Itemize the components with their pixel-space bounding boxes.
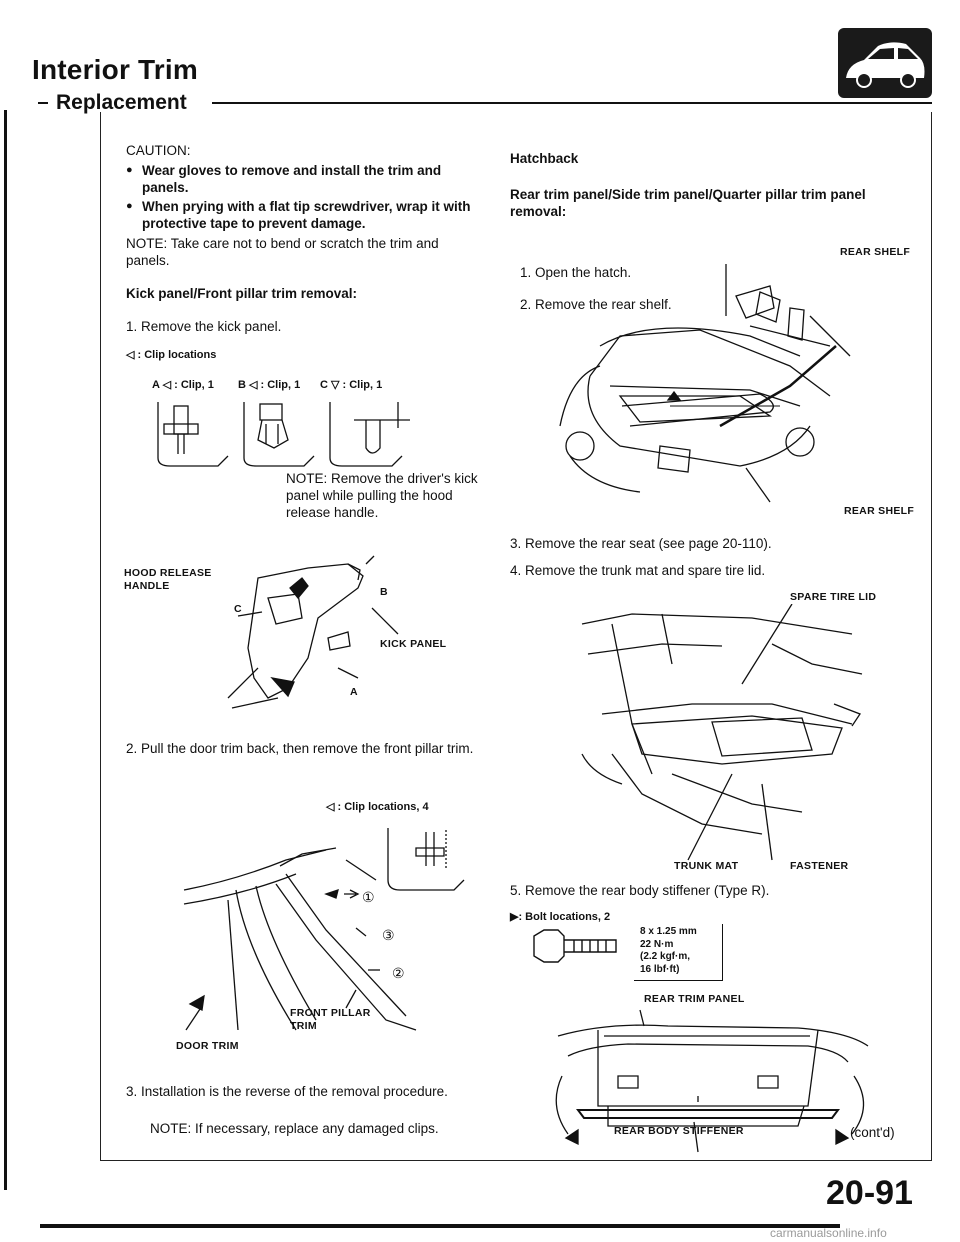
- step-2-pillar: 2. Pull the door trim back, then remove the front pillar trim.: [126, 741, 474, 756]
- fig-label-a: A: [350, 686, 358, 698]
- clip-legend: ◁ : Clip locations: [126, 349, 217, 361]
- footer-watermark: carmanualsonline.info: [770, 1226, 887, 1240]
- fig-door-trim-label: DOOR TRIM: [176, 1040, 239, 1052]
- fig-rear-shelf-bottom-label: REAR SHELF: [844, 505, 915, 517]
- fig-label-c: C: [234, 603, 242, 615]
- bolt-spec-torque-nm: 22 N·m: [640, 938, 674, 950]
- caution-list: [126, 162, 478, 232]
- step-3-install: 3. Installation is the reverse of the removal procedure.: [126, 1084, 448, 1099]
- step-4-trunk-mat: 4. Remove the trunk mat and spare tire lid.: [510, 563, 766, 578]
- hatchback-heading: Hatchback: [510, 151, 579, 166]
- fig-rear-trim-panel-label: REAR TRIM PANEL: [644, 993, 745, 1005]
- footer-rule: [40, 1224, 840, 1228]
- step-1-kick: 1. Remove the kick panel.: [126, 319, 282, 334]
- bolt-legend: ▶: Bolt locations, 2: [510, 911, 611, 923]
- car-icon: [838, 28, 932, 103]
- section-subtitle: Replacement: [56, 91, 187, 114]
- rear-trim-heading: Rear trim panel/Side trim panel/Quarter pillar trim panel removal:: [510, 187, 866, 219]
- clip-c-label: C ▽ : Clip, 1: [320, 379, 383, 391]
- fig-rear-body-stiffener-label: REAR BODY STIFFENER: [614, 1125, 744, 1137]
- clip-b-label: B ◁ : Clip, 1: [238, 379, 301, 391]
- hatchback-figure: [550, 256, 910, 506]
- bolt-spec-torque-lbf: 16 lbf·ft): [640, 963, 680, 975]
- fig-fastener-label: FASTENER: [790, 860, 849, 872]
- note-replace-clips: NOTE: If necessary, replace any damaged clips.: [150, 1121, 439, 1136]
- header-rule-left: [38, 102, 48, 104]
- fig-kick-panel-label: KICK PANEL: [380, 638, 447, 650]
- bolt-icon: [528, 926, 624, 966]
- bolt-spec: [640, 926, 697, 976]
- step-1-open-hatch: 1. Open the hatch.: [520, 265, 632, 280]
- clip-a-label: A ◁ : Clip, 1: [152, 379, 214, 391]
- caution-item: ● When prying with a flat tip screwdriver, wrap it with protective tape to prevent damage.: [126, 198, 478, 232]
- fig-rear-shelf-top-label: REAR SHELF: [840, 246, 911, 258]
- note-bend: NOTE: Take care not to bend or scratch the trim and panels.: [126, 236, 439, 268]
- header-rule-right: [212, 102, 932, 104]
- fig-spare-tire-label: SPARE TIRE LID: [790, 591, 877, 603]
- trunk-figure: [572, 604, 872, 864]
- svg-text:③: ③: [382, 927, 395, 943]
- step-3-rear-seat: 3. Remove the rear seat (see page 20-110).: [510, 536, 772, 551]
- front-pillar-figure: [176, 820, 476, 1050]
- clip-legend-4: ◁ : Clip locations, 4: [326, 801, 429, 813]
- kick-panel-figure: [198, 548, 438, 718]
- step-2-rear-shelf: 2. Remove the rear shelf.: [520, 297, 672, 312]
- continued-label: (cont'd): [850, 1125, 895, 1140]
- caution-block: [126, 142, 478, 234]
- fig-front-pillar-label: FRONT PILLAR TRIM: [290, 1007, 371, 1032]
- svg-text:②: ②: [392, 965, 405, 981]
- fig-trunk-mat-label: TRUNK MAT: [674, 860, 739, 872]
- svg-text:①: ①: [362, 889, 375, 905]
- bolt-spec-size: 8 x 1.25 mm: [640, 926, 697, 937]
- left-binding-mark: [4, 110, 7, 1190]
- note-drivers-kick: NOTE: Remove the driver's kick panel while pulling the hood release handle.: [286, 471, 478, 520]
- page-title: Interior Trim: [32, 54, 198, 85]
- page-number: 20-91: [826, 1174, 913, 1212]
- kick-heading: Kick panel/Front pillar trim removal:: [126, 286, 358, 301]
- caution-label: CAUTION:: [126, 143, 191, 158]
- clip-illustrations: [148, 398, 468, 470]
- bolt-spec-torque-kgf: (2.2 kgf·m,: [640, 951, 691, 962]
- fig-label-b: B: [380, 586, 388, 598]
- step-5-stiffener: 5. Remove the rear body stiffener (Type R).: [510, 883, 770, 898]
- caution-item: ● Wear gloves to remove and install the trim and panels.: [126, 162, 478, 196]
- fig-hood-release-label: HOOD RELEASE HANDLE: [124, 567, 212, 592]
